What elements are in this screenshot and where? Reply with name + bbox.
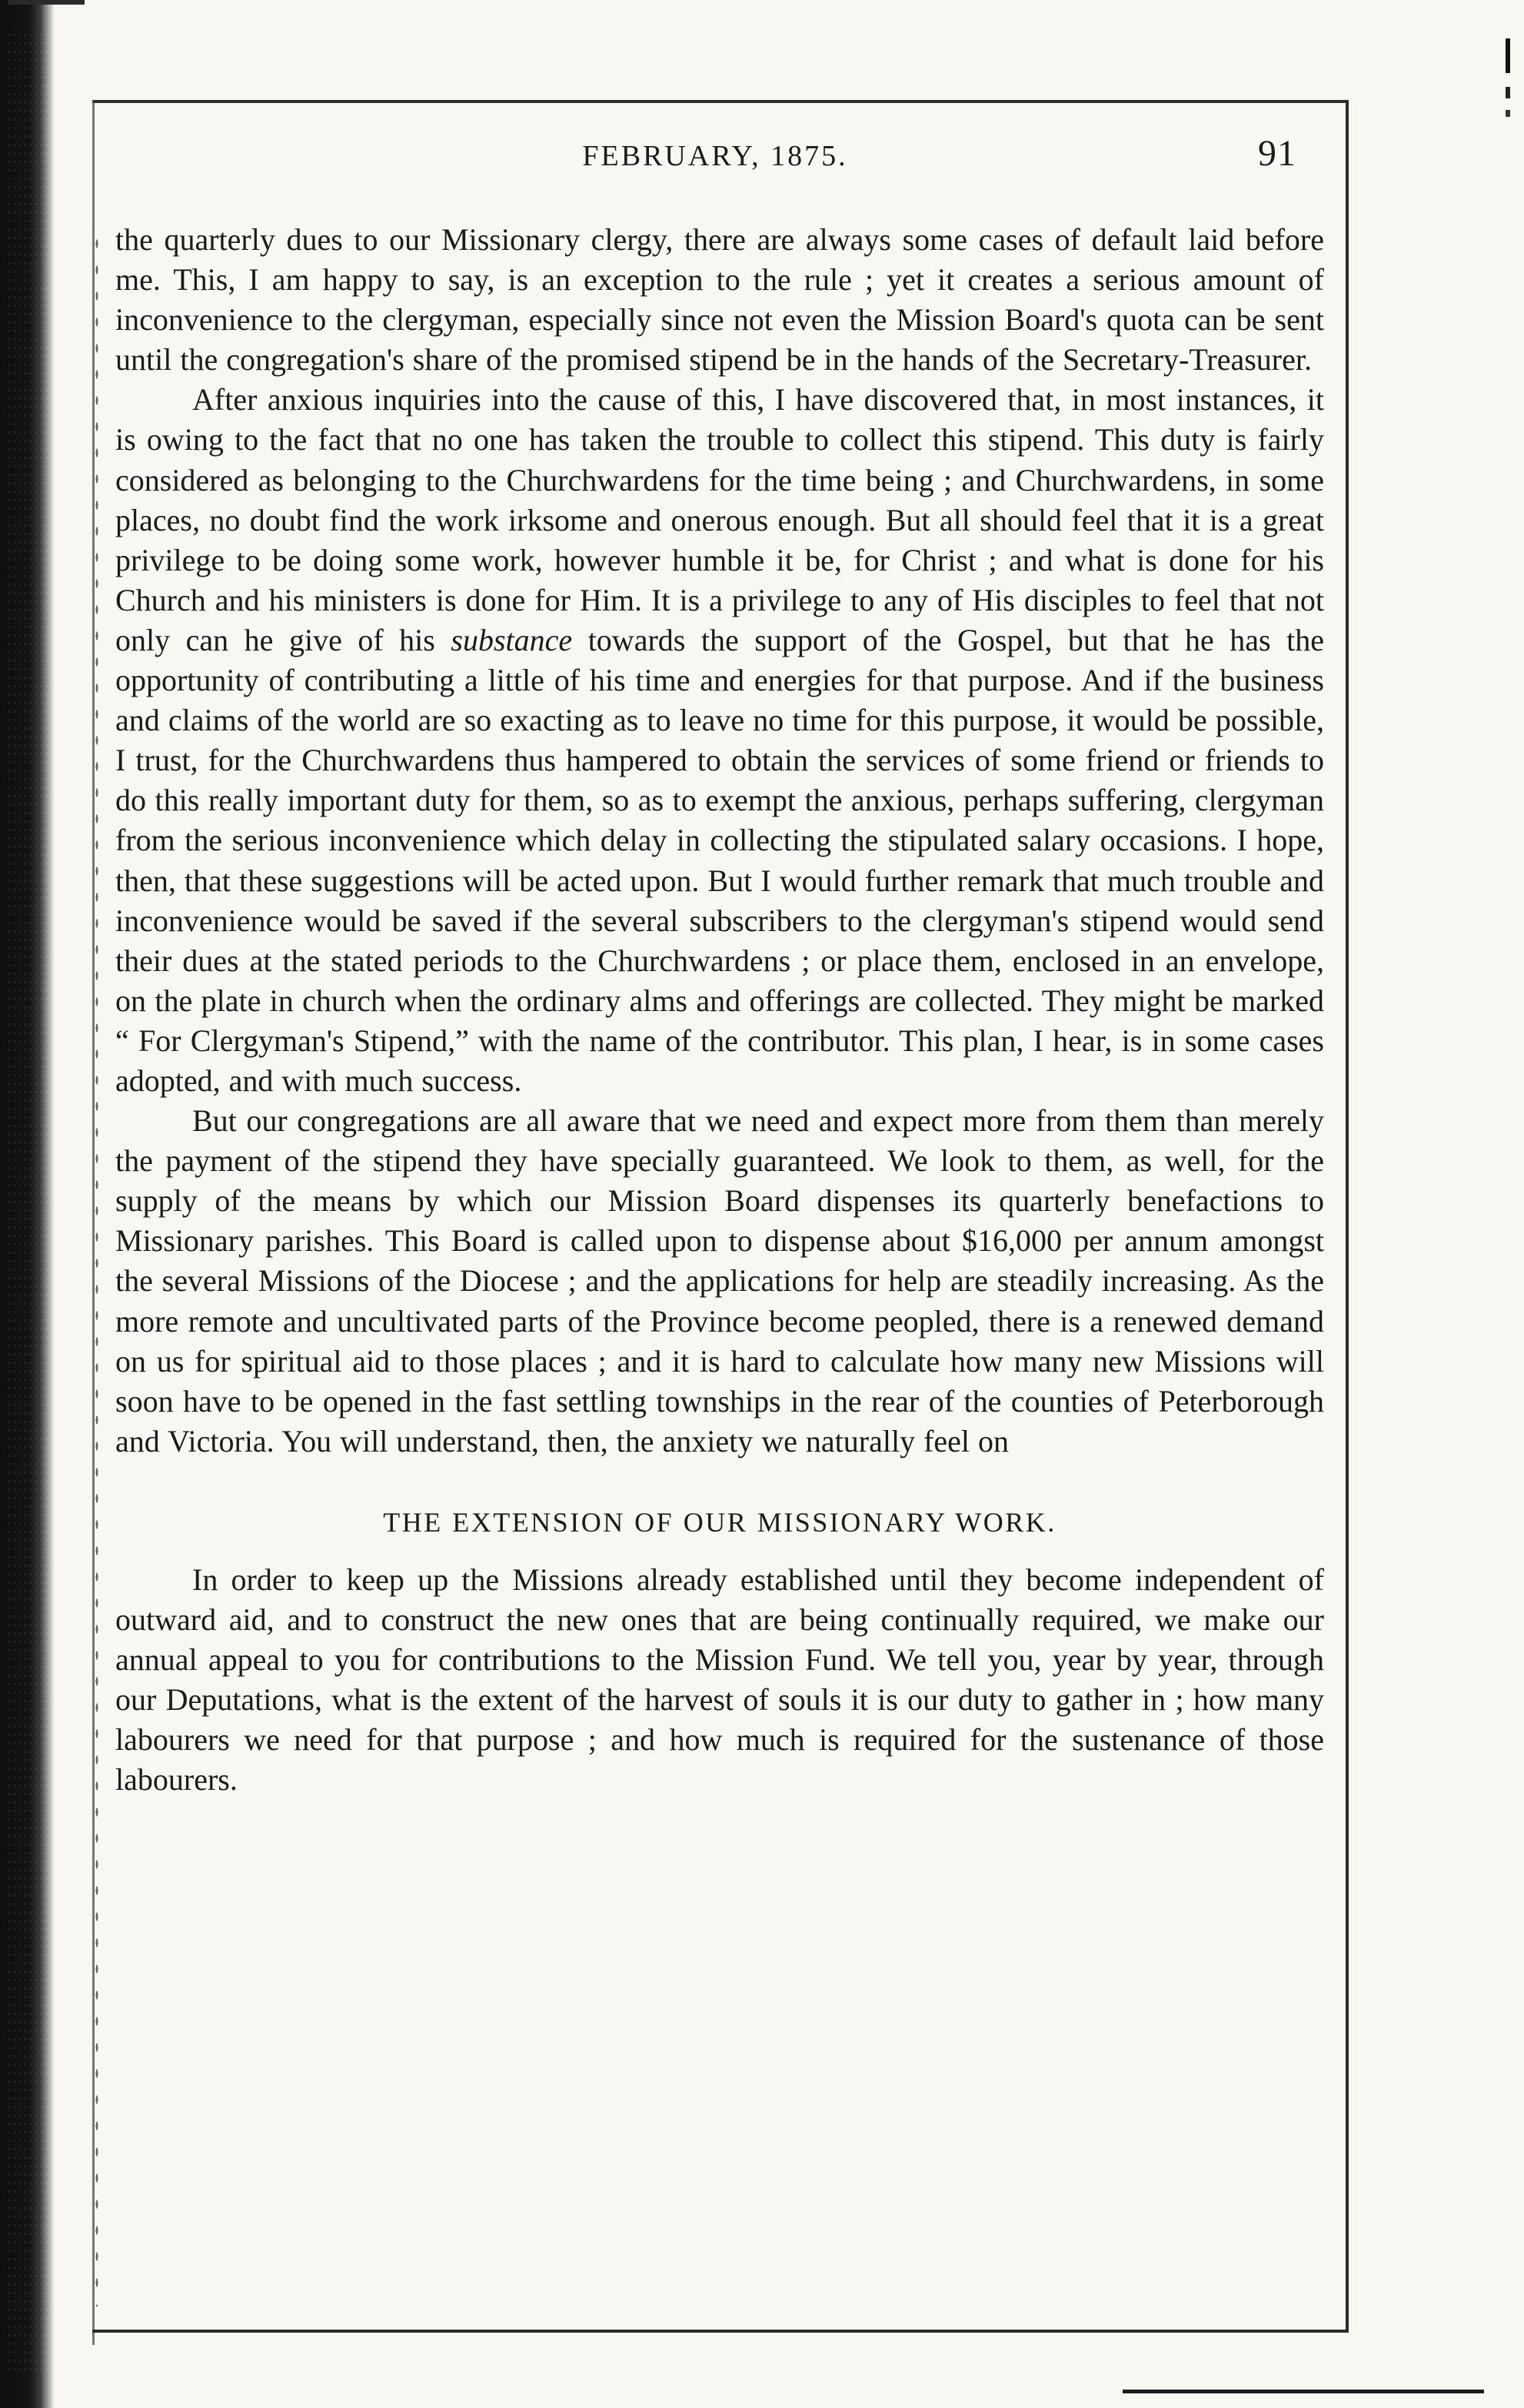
bottom-right-scan-rule (1123, 2390, 1484, 2393)
book-binding-edge (0, 0, 54, 2408)
right-edge-scan-mark (1506, 38, 1510, 154)
paragraph-stipend-collection (115, 380, 1324, 1101)
margin-dot-marks (94, 231, 100, 2307)
top-left-scan-mark (8, 0, 85, 5)
running-title: FEBRUARY, 1875. (582, 140, 848, 172)
paragraph-continuation: the quarterly dues to our Missionary clergy, there are always some cases of default laid before me. This, I am happy to say, is an exception to the rule ; yet it creates a serious amount of inconvenience to the clergyman, especially since not even the Mission Board's quota can be sent until the congregation's share of the promised stipend be in the hands of the Secretary-Treasurer. (115, 222, 1324, 377)
page-header (115, 133, 1315, 183)
paragraph-text-part: After anxious inquiries into the cause of this, I have discovered that, in most instances, it is owing to the fact that no one has taken the trouble to collect this stipend. This duty is fairly considered as belonging to the Churchwardens for the time being ; and Churchwardens, in some places, no doubt find the work irksome and onerous enough. But all should feel that it is a great privilege to be doing some work, however humble it be, for Christ ; and what is done for his Church and his ministers is done for Him. It is a privilege to any of His disciples to feel that not only can he give of his (115, 382, 1324, 657)
article-body (115, 220, 1324, 1800)
paragraph-mission-fund: In order to keep up the Missions already established until they become independent of outward aid, and to construct the new ones that are being continually required, we make our annual appeal to you for contributions to the Mission Fund. We tell you, year by year, through our Deputations, what is the extent of the harvest of souls it is our duty to gather in ; how many labourers we need for that purpose ; and how much is required for the sustenance of those labourers. (115, 1562, 1324, 1798)
section-heading: THE EXTENSION OF OUR MISSIONARY WORK. (383, 1506, 1056, 1538)
binding-texture (6, 31, 52, 2376)
paragraph-congregations: But our congregations are all aware that we need and expect more from them than merely the payment of the stipend they have specially guaranteed. We look to them, as well, for the supply of the means by which our Mission Board dispenses its quarterly benefactions to Missionary parishes. This Board is called upon to dispense about $16,000 per annum amongst the several Missions of the Diocese ; and the applications for help are steadily increasing. As the more remote and uncultivated parts of the Province become peopled, there is a renewed demand on us for spiritual aid to those places ; and it is hard to calculate how many new Missions will soon have to be opened in the fast settling townships in the rear of the counties of Peterborough and Victoria. You will understand, then, the anxiety we naturally feel on (115, 1103, 1324, 1458)
page-number: 91 (1258, 133, 1296, 174)
paragraph-text-part: towards the support of the Gospel, but that he has the opportunity of contributing a little of his time and energies for that purpose. And if the business and claims of the world are so exacting as to leave no time for this purpose, it would be possible, I trust, for the Churchwardens thus hampered to obtain the services of some friend or friends to do this really important duty for them, so as to exempt the anxious, perhaps suffering, clergyman from the serious inconvenience which delay in collecting the stipulated salary occasions. I hope, then, that these suggestions will be acted upon. But I would further remark that much trouble and inconvenience would be saved if the several subscribers to the clergyman's stipend would send their dues at the stated periods to the Churchwardens ; or place them, enclosed in an envelope, on the plate in church when the ordinary alms and offerings are collected. They might be marked “ For Clergyman's Stipend,” with the name of the contributor. This plan, I hear, is in some cases adopted, and with much success. (115, 622, 1324, 1098)
italic-emphasis: substance (451, 622, 573, 657)
bottom-border-rule (92, 2330, 1349, 2333)
